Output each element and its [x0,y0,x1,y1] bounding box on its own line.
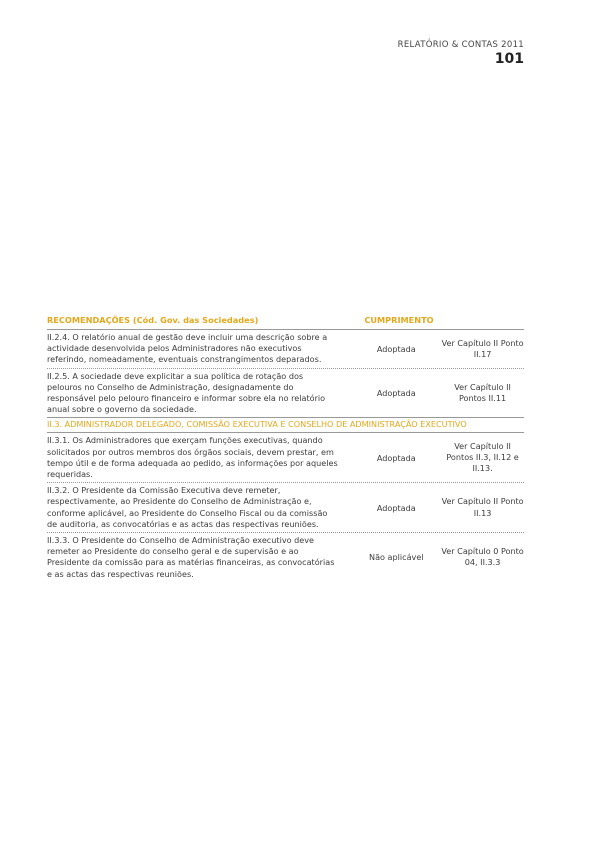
header-compliance: CUMPRIMENTO [364,315,434,325]
table-row [47,483,524,533]
chapter-reference: Ver Capítulo II Ponto II.13 [441,496,524,518]
recommendation-text: II.3.1. Os Administradores que exerçam funções executivas, quando solicitados por outros membros dos órgãos sociais, devem prestar, em tempo útil e de forma adequada ao pedido, as informações por aqueles requeridas. [47,435,338,480]
chapter-reference: Ver Capítulo 0 Ponto 04, II.3.3 [441,546,524,568]
compliance-status: Adoptada [376,452,416,463]
report-title: RELATÓRIO & CONTAS 2011 [397,40,524,50]
table-row [47,330,524,369]
recommendations-table [47,314,524,582]
table-header [47,314,524,330]
recommendation-text: II.2.5. A sociedade deve explicitar a sua política de rotação dos pelouros no Conselho de Administração, designadamente do responsável pelo pelouro financeiro e informar sobre ela no relatório anual sobre o governo da sociedade. [47,370,326,415]
chapter-reference: Ver Capítulo II Ponto II.17 [441,337,524,359]
chapter-reference: Ver Capítulo II Pontos II.11 [454,381,511,404]
table-row [47,533,524,582]
table-row [47,369,524,419]
recommendation-text: II.3.2. O Presidente da Comissão Executiva deve remeter, respectivamente, ao Presidente do Conselho de Administração e, conforme aplicável, ao Presidente do Conselho Fiscal ou da comissão de auditoria, as convocatórias e as actas das respectivas reuniões. [47,485,328,529]
header-recommendations: RECOMENDAÇÕES (Cód. Gov. das Sociedades) [47,315,259,325]
compliance-status: Não aplicável [369,552,424,563]
compliance-status: Adoptada [376,502,416,513]
page-number: 101 [494,51,524,67]
table-row [47,433,524,483]
recommendation-text: II.3.3. O Presidente do Conselho de Administração executivo deve remeter ao Presidente do conselho geral e de supervisão e ao Presidente da comissão para as matérias financeiras, as convocatórias e as actas das respectivas reuniões. [47,535,335,579]
chapter-reference: Ver Capítulo II Pontos II.3, II.12 e II.13. [446,441,519,474]
section-heading: II.3. ADMINISTRADOR DELEGADO, COMISSÃO EXECUTIVA E CONSELHO DE ADMINISTRAÇÃO EXECUTIVO [47,418,524,433]
compliance-status: Adoptada [376,388,416,399]
recommendation-text: II.2.4. O relatório anual de gestão deve incluir uma descrição sobre a actividade desenvolvida pelos Administradores não executivos referindo, nomeadamente, eventuais constrangimentos deparados. [47,332,328,365]
compliance-status: Adoptada [376,343,416,354]
